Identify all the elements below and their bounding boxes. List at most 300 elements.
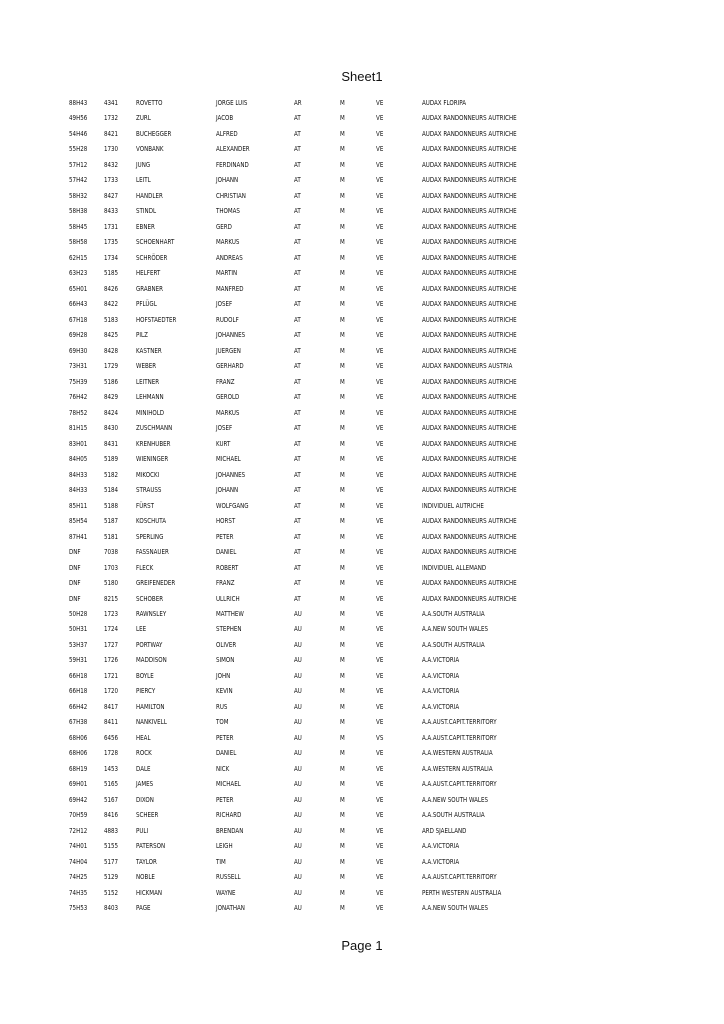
category-cell: VE	[376, 516, 384, 526]
country-cell: AT	[293, 128, 301, 138]
first-name-cell: JUERGEN	[215, 345, 241, 355]
rider-number-cell: 5188	[103, 500, 119, 510]
sex-cell: M	[339, 670, 345, 680]
club-cell: AUDAX FLORIPA	[421, 98, 466, 107]
first-name-cell: JOHN	[215, 670, 231, 680]
sex-cell: M	[339, 206, 345, 216]
table-row	[0, 358, 565, 373]
rider-number-cell: 1730	[103, 144, 119, 154]
sex-cell: M	[339, 283, 345, 293]
time-cell: 85H11	[69, 500, 88, 510]
table-row	[0, 389, 565, 404]
first-name-cell: DANIEL	[215, 748, 237, 758]
first-name-cell: MANFRED	[215, 283, 244, 293]
rider-number-cell: 5152	[103, 887, 119, 897]
rider-number-cell: 5183	[103, 314, 119, 324]
sheet-title: Sheet1	[341, 69, 383, 84]
time-cell: 50H28	[69, 608, 88, 618]
table-row	[0, 157, 565, 172]
time-cell: 84H33	[69, 485, 88, 495]
time-cell: 58H38	[69, 206, 88, 216]
country-cell: AT	[293, 376, 301, 386]
category-cell: VE	[376, 98, 384, 107]
time-cell: 66H43	[69, 299, 88, 309]
club-cell: AUDAX RANDONNEURS AUTRICHE	[421, 469, 517, 479]
first-name-cell: NICK	[215, 763, 230, 773]
last-name-cell: PAGE	[136, 903, 151, 913]
club-cell: AUDAX RANDONNEURS AUTRICHE	[421, 128, 517, 138]
first-name-cell: PETER	[215, 732, 234, 742]
last-name-cell: PORTWAY	[136, 639, 163, 649]
first-name-cell: JOHANN	[215, 175, 239, 185]
sex-cell: M	[339, 841, 345, 851]
last-name-cell: SPERLING	[136, 531, 164, 541]
rider-number-cell: 5187	[103, 516, 119, 526]
table-row	[0, 343, 565, 358]
rider-number-cell: 8430	[103, 423, 119, 433]
category-cell: VE	[376, 794, 384, 804]
category-cell: VE	[376, 252, 384, 262]
club-cell: AUDAX RANDONNEURS AUTRICHE	[421, 345, 517, 355]
country-cell: AT	[293, 516, 301, 526]
table-row	[0, 575, 565, 590]
last-name-cell: MINIHOLD	[136, 407, 165, 417]
table-row	[0, 265, 565, 280]
category-cell: VE	[376, 237, 384, 247]
category-cell: VE	[376, 268, 384, 278]
category-cell: VE	[376, 825, 384, 835]
rider-number-cell: 1724	[103, 624, 119, 634]
last-name-cell: STRAUSS	[136, 485, 162, 495]
last-name-cell: LEITL	[136, 175, 151, 185]
last-name-cell: BUCHEGGER	[136, 128, 172, 138]
last-name-cell: KASTNER	[136, 345, 162, 355]
club-cell: A.A.AUST.CAPIT.TERRITORY	[421, 779, 497, 789]
category-cell: VE	[376, 856, 384, 866]
country-cell: AU	[293, 608, 302, 618]
country-cell: AR	[293, 98, 302, 107]
table-row	[0, 451, 565, 466]
rider-number-cell: 1453	[103, 763, 119, 773]
last-name-cell: BOYLE	[136, 670, 154, 680]
rider-number-cell: 8428	[103, 345, 119, 355]
time-cell: DNF	[69, 547, 81, 557]
rider-number-cell: 1703	[103, 562, 119, 572]
country-cell: AU	[293, 763, 302, 773]
category-cell: VS	[376, 732, 384, 742]
country-cell: AT	[293, 500, 301, 510]
sex-cell: M	[339, 454, 345, 464]
last-name-cell: WEBER	[136, 361, 157, 371]
last-name-cell: WIENINGER	[136, 454, 169, 464]
time-cell: 74H25	[69, 872, 88, 882]
sex-cell: M	[339, 423, 345, 433]
sex-cell: M	[339, 578, 345, 588]
sex-cell: M	[339, 252, 345, 262]
country-cell: AU	[293, 624, 302, 634]
last-name-cell: PIERCY	[136, 686, 156, 696]
category-cell: VE	[376, 547, 384, 557]
club-cell: A.A.VICTORIA	[421, 655, 460, 665]
last-name-cell: SCHEER	[136, 810, 159, 820]
first-name-cell: GEROLD	[215, 392, 240, 402]
first-name-cell: KEVIN	[215, 686, 233, 696]
rider-number-cell: 5165	[103, 779, 119, 789]
sex-cell: M	[339, 345, 345, 355]
category-cell: VE	[376, 345, 384, 355]
time-cell: 85H54	[69, 516, 88, 526]
sex-cell: M	[339, 221, 345, 231]
club-cell: AUDAX RANDONNEURS AUTRICHE	[421, 314, 517, 324]
sex-cell: M	[339, 856, 345, 866]
club-cell: A.A.NEW SOUTH WALES	[421, 624, 488, 634]
country-cell: AU	[293, 810, 302, 820]
last-name-cell: FASSNAUER	[136, 547, 169, 557]
country-cell: AT	[293, 175, 301, 185]
club-cell: AUDAX RANDONNEURS AUTRICHE	[421, 407, 517, 417]
club-cell: AUDAX RANDONNEURS AUTRICHE	[421, 423, 517, 433]
last-name-cell: LEE	[136, 624, 147, 634]
club-cell: A.A.SOUTH AUSTRALIA	[421, 810, 485, 820]
first-name-cell: ULLRICH	[215, 593, 240, 603]
sex-cell: M	[339, 779, 345, 789]
sex-cell: M	[339, 639, 345, 649]
sex-cell: M	[339, 175, 345, 185]
table-row	[0, 591, 565, 606]
sex-cell: M	[339, 469, 345, 479]
category-cell: VE	[376, 562, 384, 572]
club-cell: AUDAX RANDONNEURS AUTRICHE	[421, 144, 517, 154]
table-row	[0, 668, 565, 683]
sex-cell: M	[339, 903, 345, 913]
category-cell: VE	[376, 841, 384, 851]
sex-cell: M	[339, 330, 345, 340]
time-cell: 50H31	[69, 624, 88, 634]
rider-number-cell: 5181	[103, 531, 119, 541]
club-cell: AUDAX RANDONNEURS AUTRICHE	[421, 485, 517, 495]
time-cell: 74H35	[69, 887, 88, 897]
country-cell: AU	[293, 655, 302, 665]
category-cell: VE	[376, 175, 384, 185]
table-row	[0, 807, 565, 822]
country-cell: AU	[293, 701, 302, 711]
last-name-cell: SCHOBER	[136, 593, 164, 603]
country-cell: AU	[293, 779, 302, 789]
rider-number-cell: 5189	[103, 454, 119, 464]
rider-number-cell: 8421	[103, 128, 119, 138]
sex-cell: M	[339, 717, 345, 727]
first-name-cell: MICHAEL	[215, 454, 241, 464]
first-name-cell: LEIGH	[215, 841, 233, 851]
time-cell: 59H31	[69, 655, 88, 665]
table-row	[0, 606, 565, 621]
time-cell: DNF	[69, 562, 81, 572]
table-row	[0, 869, 565, 884]
last-name-cell: PATERSON	[136, 841, 166, 851]
club-cell: A.A.VICTORIA	[421, 841, 460, 851]
sex-cell: M	[339, 407, 345, 417]
country-cell: AU	[293, 794, 302, 804]
category-cell: VE	[376, 361, 384, 371]
country-cell: AT	[293, 190, 301, 200]
time-cell: 57H12	[69, 159, 88, 169]
rider-number-cell: 5167	[103, 794, 119, 804]
table-row	[0, 838, 565, 853]
sex-cell: M	[339, 299, 345, 309]
category-cell: VE	[376, 810, 384, 820]
rider-number-cell: 1735	[103, 237, 119, 247]
club-cell: AUDAX RANDONNEURS AUTRICHE	[421, 438, 517, 448]
club-cell: AUDAX RANDONNEURS AUTRICHE	[421, 175, 517, 185]
first-name-cell: MARKUS	[215, 407, 240, 417]
rider-number-cell: 1733	[103, 175, 119, 185]
sex-cell: M	[339, 887, 345, 897]
table-row	[0, 296, 565, 311]
sex-cell: M	[339, 547, 345, 557]
table-row	[0, 436, 565, 451]
category-cell: VE	[376, 593, 384, 603]
table-row	[0, 126, 565, 141]
rider-number-cell: 8432	[103, 159, 119, 169]
sex-cell: M	[339, 872, 345, 882]
first-name-cell: FERDINAND	[215, 159, 249, 169]
table-row	[0, 281, 565, 296]
table-row	[0, 482, 565, 497]
country-cell: AT	[293, 438, 301, 448]
rider-number-cell: 8426	[103, 283, 119, 293]
time-cell: 69H28	[69, 330, 88, 340]
table-row	[0, 188, 565, 203]
rider-number-cell: 4883	[103, 825, 119, 835]
rider-number-cell: 8427	[103, 190, 119, 200]
first-name-cell: ROBERT	[215, 562, 239, 572]
last-name-cell: ZURL	[136, 113, 151, 123]
country-cell: AT	[293, 454, 301, 464]
category-cell: VE	[376, 748, 384, 758]
first-name-cell: JORGE LUIS	[215, 98, 248, 107]
country-cell: AT	[293, 578, 301, 588]
category-cell: VE	[376, 159, 384, 169]
time-cell: 65H01	[69, 283, 88, 293]
club-cell: AUDAX RANDONNEURS AUTRICHE	[421, 547, 517, 557]
rider-number-cell: 1720	[103, 686, 119, 696]
first-name-cell: JACOB	[215, 113, 234, 123]
country-cell: AT	[293, 144, 301, 154]
time-cell: 62H15	[69, 252, 88, 262]
table-row	[0, 652, 565, 667]
last-name-cell: NOBLE	[136, 872, 155, 882]
table-row	[0, 529, 565, 544]
category-cell: VE	[376, 469, 384, 479]
table-row	[0, 761, 565, 776]
club-cell: INDIVIDUEL ALLEMAND	[421, 562, 487, 572]
country-cell: AT	[293, 485, 301, 495]
category-cell: VE	[376, 190, 384, 200]
last-name-cell: HOFSTAEDTER	[136, 314, 177, 324]
time-cell: 87H41	[69, 531, 88, 541]
table-row	[0, 792, 565, 807]
sex-cell: M	[339, 392, 345, 402]
table-row	[0, 745, 565, 760]
first-name-cell: JOHANNES	[215, 330, 246, 340]
page-footer: Page 1	[341, 938, 383, 953]
country-cell: AT	[293, 423, 301, 433]
time-cell: 68H06	[69, 748, 88, 758]
rider-number-cell: 1723	[103, 608, 119, 618]
first-name-cell: RICHARD	[215, 810, 242, 820]
first-name-cell: MARTIN	[215, 268, 238, 278]
time-cell: 49H56	[69, 113, 88, 123]
club-cell: PERTH WESTERN AUSTRALIA	[421, 887, 502, 897]
club-cell: AUDAX RANDONNEURS AUTRICHE	[421, 221, 517, 231]
country-cell: AT	[293, 314, 301, 324]
last-name-cell: GRABNER	[136, 283, 163, 293]
category-cell: VE	[376, 128, 384, 138]
time-cell: 66H42	[69, 701, 88, 711]
time-cell: 78H52	[69, 407, 88, 417]
last-name-cell: JUNG	[136, 159, 151, 169]
category-cell: VE	[376, 655, 384, 665]
rider-number-cell: 5129	[103, 872, 119, 882]
time-cell: 58H45	[69, 221, 88, 231]
category-cell: VE	[376, 639, 384, 649]
rider-number-cell: 8417	[103, 701, 119, 711]
table-row	[0, 776, 565, 791]
time-cell: 58H32	[69, 190, 88, 200]
category-cell: VE	[376, 763, 384, 773]
country-cell: AT	[293, 392, 301, 402]
sex-cell: M	[339, 794, 345, 804]
table-row	[0, 405, 565, 420]
sex-cell: M	[339, 686, 345, 696]
sex-cell: M	[339, 361, 345, 371]
first-name-cell: STEPHEN	[215, 624, 242, 634]
sex-cell: M	[339, 500, 345, 510]
time-cell: 69H42	[69, 794, 88, 804]
country-cell: AT	[293, 531, 301, 541]
country-cell: AT	[293, 593, 301, 603]
table-row	[0, 234, 565, 249]
sex-cell: M	[339, 268, 345, 278]
table-row	[0, 95, 565, 110]
club-cell: A.A.WESTERN AUSTRALIA	[421, 763, 493, 773]
table-row	[0, 560, 565, 575]
rider-number-cell: 1727	[103, 639, 119, 649]
club-cell: AUDAX RANDONNEURS AUTRICHE	[421, 252, 517, 262]
time-cell: 75H39	[69, 376, 88, 386]
club-cell: A.A.SOUTH AUSTRALIA	[421, 639, 485, 649]
club-cell: AUDAX RANDONNEURS AUTRICHE	[421, 113, 517, 123]
table-row	[0, 637, 565, 652]
sex-cell: M	[339, 159, 345, 169]
table-row	[0, 885, 565, 900]
table-row	[0, 498, 565, 513]
last-name-cell: EBNER	[136, 221, 155, 231]
country-cell: AT	[293, 268, 301, 278]
first-name-cell: TIM	[215, 856, 226, 866]
club-cell: AUDAX RANDONNEURS AUTRICHE	[421, 299, 517, 309]
sex-cell: M	[339, 98, 345, 107]
time-cell: 83H01	[69, 438, 88, 448]
country-cell: AT	[293, 299, 301, 309]
rider-number-cell: 1732	[103, 113, 119, 123]
rider-number-cell: 1729	[103, 361, 119, 371]
time-cell: 54H46	[69, 128, 88, 138]
club-cell: AUDAX RANDONNEURS AUTRICHE	[421, 330, 517, 340]
country-cell: AT	[293, 469, 301, 479]
table-row	[0, 374, 565, 389]
country-cell: AT	[293, 345, 301, 355]
last-name-cell: KOSCHUTA	[136, 516, 167, 526]
rider-number-cell: 8431	[103, 438, 119, 448]
country-cell: AU	[293, 717, 302, 727]
rider-number-cell: 8403	[103, 903, 119, 913]
club-cell: AUDAX RANDONNEURS AUTRICHE	[421, 578, 517, 588]
time-cell: 67H18	[69, 314, 88, 324]
first-name-cell: DANIEL	[215, 547, 237, 557]
category-cell: VE	[376, 701, 384, 711]
country-cell: AT	[293, 283, 301, 293]
table-row	[0, 823, 565, 838]
time-cell: 72H12	[69, 825, 88, 835]
sex-cell: M	[339, 531, 345, 541]
rider-number-cell: 5185	[103, 268, 119, 278]
last-name-cell: DIXON	[136, 794, 154, 804]
table-row	[0, 312, 565, 327]
rider-number-cell: 1734	[103, 252, 119, 262]
category-cell: VE	[376, 608, 384, 618]
first-name-cell: PETER	[215, 794, 234, 804]
rider-number-cell: 1728	[103, 748, 119, 758]
table-row	[0, 683, 565, 698]
first-name-cell: CHRISTIAN	[215, 190, 246, 200]
sex-cell: M	[339, 748, 345, 758]
first-name-cell: GERD	[215, 221, 232, 231]
club-cell: A.A.VICTORIA	[421, 856, 460, 866]
category-cell: VE	[376, 113, 384, 123]
time-cell: 55H28	[69, 144, 88, 154]
last-name-cell: MADDISON	[136, 655, 167, 665]
category-cell: VE	[376, 686, 384, 696]
time-cell: 74H01	[69, 841, 88, 851]
country-cell: AU	[293, 639, 302, 649]
category-cell: VE	[376, 903, 384, 913]
first-name-cell: MARKUS	[215, 237, 240, 247]
rider-number-cell: 8433	[103, 206, 119, 216]
first-name-cell: ALEXANDER	[215, 144, 250, 154]
sex-cell: M	[339, 516, 345, 526]
country-cell: AU	[293, 825, 302, 835]
rider-number-cell: 1721	[103, 670, 119, 680]
time-cell: DNF	[69, 578, 81, 588]
time-cell: DNF	[69, 593, 81, 603]
time-cell: 88H43	[69, 98, 88, 107]
country-cell: AU	[293, 748, 302, 758]
time-cell: 84H33	[69, 469, 88, 479]
table-row	[0, 730, 565, 745]
first-name-cell: WOLFGANG	[215, 500, 249, 510]
first-name-cell: ANDREAS	[215, 252, 243, 262]
first-name-cell: KURT	[215, 438, 231, 448]
rider-number-cell: 1731	[103, 221, 119, 231]
table-row	[0, 714, 565, 729]
club-cell: A.A.WESTERN AUSTRALIA	[421, 748, 493, 758]
first-name-cell: FRANZ	[215, 578, 235, 588]
country-cell: AU	[293, 732, 302, 742]
first-name-cell: HORST	[215, 516, 236, 526]
country-cell: AU	[293, 670, 302, 680]
table-row	[0, 420, 565, 435]
